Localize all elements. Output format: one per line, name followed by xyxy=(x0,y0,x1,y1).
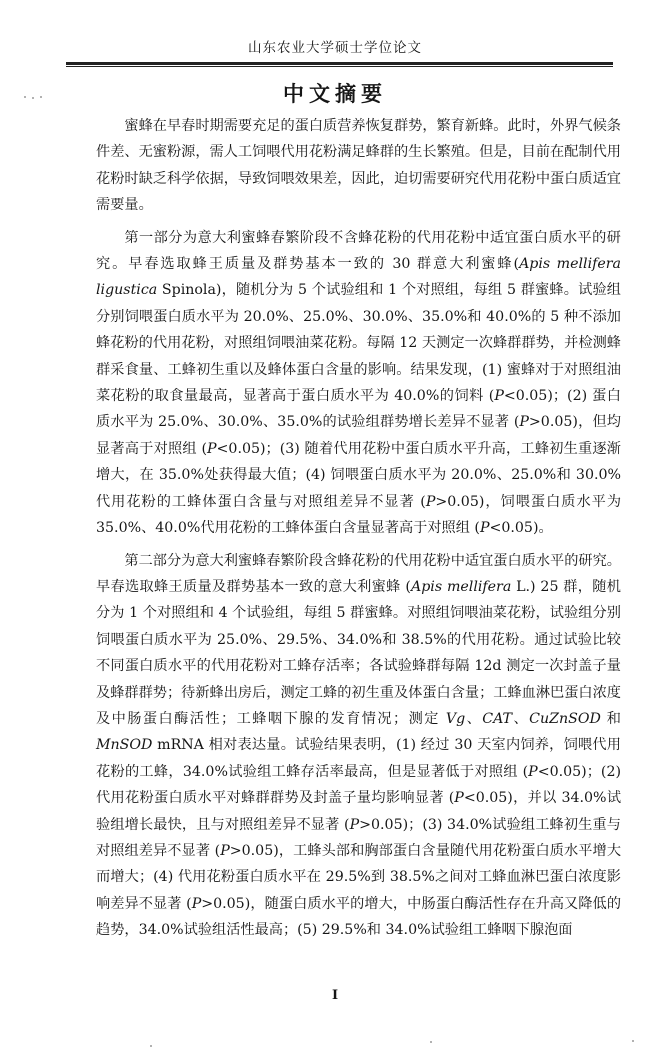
italic-term: MnSOD xyxy=(96,737,153,754)
italic-term: P xyxy=(191,895,202,912)
text-run: >0.05)，饲喂蛋白质水平为 35.0%、40.0%代用花粉的工蜂体蛋白含量显著高于对照组 ( xyxy=(96,493,622,537)
italic-term: Vg xyxy=(445,710,466,727)
italic-term: CuZnSOD xyxy=(529,710,601,727)
scan-speck xyxy=(632,1040,634,1042)
text-run: >0.05)，随蛋白质水平的增大，中肠蛋白酶活性存在升高又降低的趋势，34.0%试验组活性最高；(5) 29.5%和 34.0%试验组工蜂咽下腺泡面 xyxy=(96,895,622,939)
italic-term: P xyxy=(479,520,490,537)
text-run: 第二部分为意大利蜜蜂春繁阶段含蜂花粉的代用花粉中适宜蛋白质水平的研究。早春选取蜂王质量及群势基本一致的意大利蜜蜂 ( xyxy=(96,552,621,595)
text-run: <0.05)；(3) 随着代用花粉中蛋白质水平升高，工蜂初生重逐渐增大，在 35.0%处获得最大值；(4) 饲喂蛋白质水平为 20.0%、25.0%和 30.0%代用花粉的工蜂体蛋白含量与对照组差异不显著 ( xyxy=(96,440,621,510)
italic-term: CAT xyxy=(482,710,513,727)
scan-speck xyxy=(150,1045,152,1047)
italic-term: P xyxy=(519,414,529,431)
scan-speck xyxy=(24,96,26,98)
italic-term: P xyxy=(349,816,360,833)
text-run: L.) 25 群，随机分为 1 个对照组和 4 个试验组，每组 5 群蜜蜂。对照组饲喂油菜花粉，试验组分别饲喂蛋白质水平为 25.0%、29.5%、34.0%和 38.5%的代用花粉。通过试验比较不同蛋白质水平的代用花粉对工蜂存活率；各试验蜂群每隔 12d 测定一次封盖子量及蜂群群势；待新蜂出房后，测定工蜂的初生重及体蛋白含量；工蜂血淋巴蛋白浓度及中肠蛋白酶活性；工蜂咽下腺的发育情况；测定 xyxy=(96,578,621,727)
text-run: 、 xyxy=(512,710,530,727)
text-run: 和 xyxy=(600,710,621,727)
italic-term: P xyxy=(425,493,436,510)
text-run: >0.05)；(3) 34.0%试验组工蜂初生重与对照组差异不显著 ( xyxy=(96,816,621,859)
italic-term: P xyxy=(528,763,538,780)
abstract-body xyxy=(96,113,621,950)
text-run: 第一部分为意大利蜜蜂春繁阶段不含蜂花粉的代用花粉中适宜蛋白质水平的研究。早春选取蜂王质量及群势基本一致的 30 群意大利蜜蜂( xyxy=(96,229,621,273)
scan-speck xyxy=(430,1041,432,1043)
italic-term: P xyxy=(220,842,230,859)
abstract-paragraph xyxy=(96,113,621,219)
scan-speck xyxy=(32,97,34,99)
text-run: <0.05)；(2) 代用花粉蛋白质水平对蜂群群势及封盖子量均影响显著 ( xyxy=(96,763,621,807)
text-run: <0.05)；(2) 蛋白质水平为 25.0%、30.0%、35.0%的试验组群势增长差异不显著 ( xyxy=(96,388,621,431)
italic-term: P xyxy=(454,790,464,807)
abstract-paragraph xyxy=(96,548,621,944)
text-run: >0.05)，工蜂头部和胸部蛋白含量随代用花粉蛋白质水平增大而增大；(4) 代用花粉蛋白质水平在 29.5%到 38.5%之间对工蜂血淋巴蛋白浓度影响差异不显著 ( xyxy=(96,842,622,912)
italic-term: Apis mellifera ligustica xyxy=(96,256,621,299)
text-run: 蜜蜂在早春时期需要充足的蛋白质营养恢复群势，繁育新蜂。此时，外界气候条件差、无蜜粉源，需人工饲喂代用花粉满足蜂群的生长繁殖。但是，目前在配制代用花粉时缺乏科学依据，导致饲喂效果差，因此，迫切需要研究代用花粉中蛋白质适宜需要量。 xyxy=(96,118,621,214)
running-header: 山东农业大学硕士学位论文 xyxy=(248,40,422,56)
abstract-title: 中文摘要 xyxy=(283,81,387,106)
header-rule-thin xyxy=(66,66,613,67)
header-rule-thick xyxy=(66,62,613,65)
text-run: Spinola)，随机分为 5 个试验组和 1 个对照组，每组 5 群蜜蜂。试验组分别饲喂蛋白质水平为 20.0%、25.0%、30.0%、35.0%和 40.0%的 5 种不添加蜂花粉的代用花粉，对照组饲喂油菜花粉。每隔 12 天测定一次蜂群群势，并检测蜂群采食量、工蜂初生重以及蜂体蛋白含量的影响。结果发现，(1) 蜜蜂对于对照组油菜花粉的取食量最高，显著高于蛋白质水平为 40.0%的饲料 ( xyxy=(96,282,621,405)
text-run: >0.05)，但均显著高于对照组 ( xyxy=(96,414,621,457)
scan-speck xyxy=(40,96,42,98)
italic-term: P xyxy=(207,440,217,457)
italic-term: Apis mellifera xyxy=(410,578,512,595)
page-number: I xyxy=(331,988,339,1003)
abstract-paragraph xyxy=(96,225,621,542)
text-run: 、 xyxy=(465,710,483,727)
text-run: mRNA 相对表达量。试验结果表明，(1) 经过 30 天室内饲养，饲喂代用花粉的工蜂，34.0%试验组工蜂存活率最高，但是显著低于对照组 ( xyxy=(96,737,621,780)
italic-term: P xyxy=(494,388,504,405)
text-run: <0.05)。 xyxy=(489,520,553,537)
text-run: <0.05)，并以 34.0%试验组增长最快，且与对照组差异不显著 ( xyxy=(96,790,622,833)
